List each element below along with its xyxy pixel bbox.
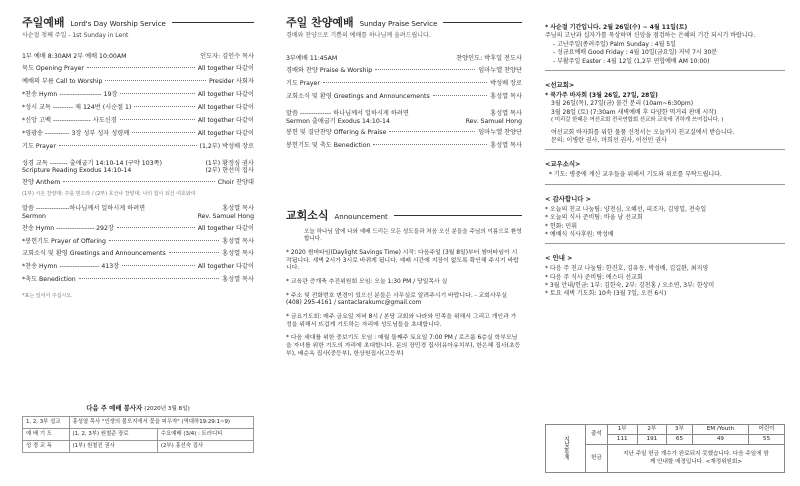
table-row: 헌금 지난 주일 헌금 계수가 완료되지 못했습니다. 다음 주일에 함께 안내할 예정입니다. <재정위원회> <box>546 445 785 473</box>
program-item: 봉헌 및 결단찬양 Offering & Praise 임마누엘 찬양단 <box>286 129 522 137</box>
worship-title: 주일예배 Lord's Day Worship Service <box>22 16 254 30</box>
worship-subtitle: 사순절 첫째 주일 - 1st Sunday in Lent <box>22 31 129 39</box>
program-item: *찬송 Hymn ------------------ 413장 All together 다같이 <box>22 263 254 271</box>
next-week-servants: 다음 주 예배 봉사자 (2020년 3월 8일) 1, 2, 3부 설교 홍성열 목사 "인생의 불모지에서 꽃을 피우자" (역대하19:29:1~9) 예 배 기 도 (1, 2, 3부) 원철준 장로 수요예배 (3/4) : 트러디티 성 경 교 독 (1부) 원철진 권사 (2부) 홍선숙 집사 <box>22 404 254 453</box>
mission-line: 문의: 이병란 권사, 마희선 권사, 이선민 권사 <box>551 137 667 145</box>
program-item: *봉헌기도 Prayer of Offering 홍성열 목사 <box>22 237 254 245</box>
thanks-item: * 예배식 식사후원: 박성배 <box>545 230 614 238</box>
lent-item: - 성금요예배 Good Friday : 4월 10일(금요일) 저녁 7시 30분 <box>553 49 718 57</box>
table-row: 111 191 65 49 55 <box>546 435 785 445</box>
praise-time: 3부예배 11:45AM 찬양인도: 박후일 전도사 <box>286 55 522 63</box>
program-item: 경배와 찬양 Praise & Worship 임마누엘 찬양단 <box>286 67 522 74</box>
mission-line: 3월 28일 (토) (7:30am 새벽예배 후 다양한 먹거리 판매 시작) <box>551 108 717 116</box>
program-item: *영광송 ----------- 3장 성부 성자 성령께 All together 다같이 <box>22 129 254 137</box>
anthem-row: 찬양 Anthem Choir 찬양대 <box>22 179 254 187</box>
lent-title: * 사순절 기간입니다. 2월 26일(수) ~ 4월 11일(토) <box>545 24 688 31</box>
news-intro: 오늘 하나님 앞에 나와 예배 드리는 모든 성도들과 처음 오신 분들을 주님의 이름으로 환영합니다. <box>304 228 522 242</box>
program-item: 교회소식 및 환영 Greetings and Announcements 홍성열 목사 <box>286 92 522 100</box>
stand-note: *표는 일어서 주십시오. <box>22 293 73 300</box>
guide-head: < 안내 > <box>545 254 573 263</box>
mission-line: 3월 26일(목), 27일(금) 물건 분리 (10am~6:30pm) <box>551 100 694 108</box>
reading-row: 성경 교독 -------- 출애굽기 14:10-14 (구약 103쪽) (1부) 황정심 권사 <box>22 159 254 167</box>
lent-item: - 고난주일(종려주일) Palm Sunday : 4월 5일 <box>553 40 676 48</box>
guide-item: * 3월 안내/헌금: 1부: 김한숙, 2부: 김천홍 / 오소연, 3부: 한상미 <box>545 282 715 290</box>
worship-column <box>22 0 254 300</box>
program-item: 기도 Prayer (1,2부) 박성배 장로 <box>22 142 254 150</box>
table-row: 예 배 기 도 (1, 2, 3부) 원철준 장로 수요예배 (3/4) : 트러디티 <box>23 428 254 440</box>
thanks-item: * 오늘의 친교 나눔팀: 양천심, 오혜선, 피조자, 김영일, 전숙일 <box>545 205 707 213</box>
announcement-item: * 2020 썸머타임(Daylight Savings Time) 시작: 다음주일 (3월 8일)부터 썸머타임이 시작됩니다. 새벽 2시가 3시로 바뀌게 됩니다. 예배 시간에 지장이 없도록 확인해 주시기 바랍니다. <box>286 249 519 272</box>
announcements <box>286 229 522 358</box>
edu-head: <교우소식> <box>545 160 581 169</box>
table-row: 성 경 교 독 (1부) 원철진 권사 (2부) 홍선숙 집사 <box>23 440 254 452</box>
lent-body: 주님의 고난과 십자가를 묵상하며 신앙을 점검하는 은혜의 기간 되시기 바랍니다. <box>545 32 756 40</box>
anthem-note: (1부) 시온 찬양대: 주를 믿으라 / (2부) 호산나 찬양대: 나의 힘이 되신 여호와여 <box>22 190 196 197</box>
table-row: 1, 2, 3부 설교 홍성열 목사 "인생의 불모지에서 꽃을 피우자" (역대하19:29:1~9) <box>23 416 254 428</box>
program-item: 기도 Prayer 박성배 장로 <box>286 79 522 87</box>
guide-item: * 토요 새벽 기도회: 10속 (3월 7일, 오전 6시) <box>545 290 667 298</box>
sermon-row: 말씀 ---------------하나님께서 일하시게 하려면 홍성열 목사 <box>22 205 254 213</box>
program-item: *축도 Benediction 홍성열 목사 <box>22 276 254 284</box>
program-item: 묵도 Opening Prayer All together 다같이 <box>22 65 254 72</box>
program-item: *찬송 Hymn ------------------- 19장 All together 다같이 <box>22 90 254 98</box>
program-item: 교회소식 및 환영 Greetings and Announcements 홍성열 목사 <box>22 250 254 258</box>
program-item: 예배의 부름 Call to Worship Presider 사회자 <box>22 77 254 85</box>
servants-table <box>22 416 254 453</box>
thanks-item: * 오늘의 식사 준비팀: 바울 남 선교회 <box>545 214 643 222</box>
thanks-head: < 감사합니다 > <box>545 194 592 203</box>
right-column <box>545 24 785 486</box>
announcement-item: * 다음 세대를 위한 중보기도 모임 : 매월 둘째주 토요일 7:00 PM / 로즈룸 6층실 학부모님을 자녀를 위한 기도의 자리에 초대합니다. 문의 장민경 집사(유아유치부), 한은혜 집사(초등부), 배순옥 집사(중등부), 한상원집사(고등부) <box>286 335 521 357</box>
lent-item: - 부활주일 Easter : 4월 12일 (1,2부 연합예배 AM 10:00) <box>553 57 710 65</box>
edu-body: * 기도: 병중에 계신 교우들을 위해서 기도와 위로를 부탁드립니다. <box>549 171 722 179</box>
mission-line: * 북가주 바자회 (3월 26일, 27일, 28일) <box>545 91 658 99</box>
mission-head: <선교회> <box>545 80 575 89</box>
sermon-row-en: Sermon Rev. Samuel Hong <box>22 212 254 220</box>
stats-table <box>545 424 785 473</box>
program-item: *신앙 고백 ----------------- 사도신경 All together 다같이 <box>22 116 254 124</box>
thanks-item: * 헌화: 민휘 <box>545 222 578 230</box>
announcement-item: * 교육관 증개축 추진위원회 모임: 오늘 1:30 PM / 당일목사 실 <box>286 278 448 285</box>
praise-sermon: 말씀 -------------- 하나님께서 일하시게 하려면 홍성열 목사 <box>286 109 522 117</box>
guide-item: * 다음 주 식사 준비팀: 에스더 선교회 <box>545 273 643 281</box>
program-item: *성시 교독 --------- 제 124번 (시순절 1) All together 다같이 <box>22 103 254 111</box>
table-row: 지난주통계 출석 1부 2부 3부 EM /Youth 어린이 <box>546 425 785 435</box>
praise-title: 주일 찬양예배 Sunday Praise Service <box>286 16 522 30</box>
announcement-item: * 금요기도회: 매주 금요일 저녁 8시 / 본당 교회와 나라와 민족을 위해서 그리고 개인과 가정을 위해서 뜨겁게 기도하는 자리에 성도님들을 초대합니다. <box>286 313 517 328</box>
praise-column <box>286 0 522 364</box>
news-title: 교회소식 Announcement <box>286 209 522 223</box>
praise-subtitle: 경배와 찬양으로 기쁨의 예배를 하나님께 올려드립니다. <box>286 31 431 39</box>
mission-line: ( 미리갈 한때은 여선교회 전국연합회 선교와 교육에 귀하게 쓰여집니다. ) <box>551 117 724 124</box>
reading-row-en: Scripture Reading Exodus 14:10-14 (2부) 현선미 집사 <box>22 167 254 175</box>
worship-times: 1부 예배 8:30AM 2부 예배 10:00AM 인도자: 김인수 목사 <box>22 53 254 61</box>
program-item: 찬송 Hymn ----------------- 292장 All together 다같이 <box>22 224 254 232</box>
program-item: 봉헌기도 및 축도 Benediction 홍성열 목사 <box>286 142 522 150</box>
announcement-item: * 주소 및 전화번호 변경이 있으신 분들은 사무실로 알려주시기 바랍니다. - 교회사무실 (408) 295-4161 / santaclarakumc@gmail.com <box>286 292 508 307</box>
guide-item: * 다음 주 친교 나눔팀: 한진호, 김유동, 박성배, 김길완, 최지영 <box>545 265 709 273</box>
mission-line: 여선교회 바자회를 위한 물품 신청서는 오늘까지 친교실에서 받습니다. <box>551 128 735 136</box>
praise-sermon-en: Sermon 출애굽기 Exodus 14:10-14 Rev. Samuel Hong <box>286 117 522 125</box>
